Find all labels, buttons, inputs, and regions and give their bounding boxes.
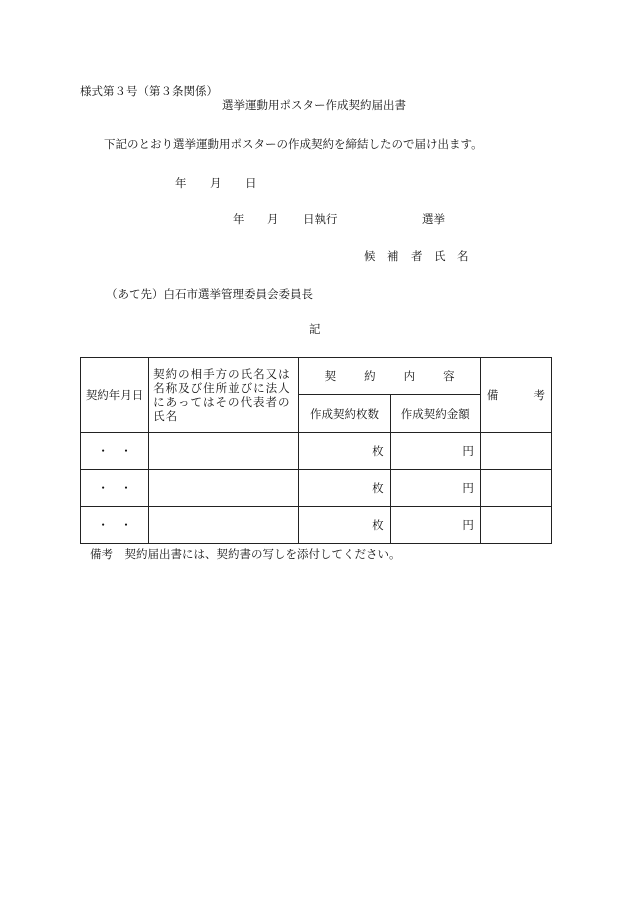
header-content-char-2: 約 (364, 369, 376, 383)
row-date: ・ ・ (81, 470, 149, 507)
header-content-char-4: 容 (443, 369, 455, 383)
row-party (149, 433, 299, 470)
date-month: 月 (210, 176, 222, 190)
header-contract-date: 契約年月日 (81, 358, 149, 433)
candidate-char-5: 名 (457, 249, 469, 263)
header-remarks-char-1: 備 (486, 388, 499, 402)
statement: 下記のとおり選挙運動用ポスターの作成契約を締結したので届け出ます。 (104, 137, 483, 151)
header-contract-party (149, 358, 299, 433)
header-remarks (480, 358, 551, 433)
row-count: 枚 (299, 433, 390, 470)
election-year: 年 (233, 212, 245, 226)
date-year: 年 (175, 176, 187, 190)
election-day: 日執行 (303, 212, 338, 226)
ki-label: 記 (309, 322, 321, 336)
row-date: ・ ・ (81, 507, 149, 544)
row-count: 枚 (299, 507, 390, 544)
header-contract-content (299, 358, 480, 395)
date-day: 日 (245, 176, 257, 190)
table-row (81, 433, 552, 470)
header-content-char-1: 契 (324, 369, 337, 383)
row-party (149, 507, 299, 544)
header-contract-count: 作成契約枚数 (299, 395, 390, 433)
form-number: 様式第３号（第３条関係） (80, 84, 218, 98)
row-remarks (480, 433, 551, 470)
row-party (149, 470, 299, 507)
election-label: 選挙 (422, 212, 445, 226)
row-amount: 円 (390, 470, 480, 507)
header-party-line-1: 契約の相手方の氏名又は (153, 367, 291, 381)
header-party-line-3: にあってはその代表者の (153, 395, 291, 409)
table-row (81, 507, 552, 544)
header-party-line-4: 氏名 (153, 409, 179, 423)
page-title: 選挙運動用ポスター作成契約届出書 (222, 98, 406, 112)
footer-note: 備考 契約届出書には、契約書の写しを添付してください。 (90, 547, 401, 561)
row-amount: 円 (390, 433, 480, 470)
row-remarks (480, 470, 551, 507)
table-row (81, 470, 552, 507)
addressee: （あて先）白石市選挙管理委員会委員長 (106, 287, 313, 301)
candidate-char-3: 者 (411, 249, 423, 263)
row-date: ・ ・ (81, 433, 149, 470)
election-month: 月 (267, 212, 279, 226)
row-count: 枚 (299, 470, 390, 507)
contract-table (80, 357, 552, 544)
candidate-char-1: 候 (364, 249, 376, 263)
header-content-char-3: 内 (403, 369, 416, 383)
candidate-char-2: 補 (387, 249, 399, 263)
row-remarks (480, 507, 551, 544)
header-party-line-2: 名称及び住所並びに法人 (153, 381, 291, 395)
header-contract-amount: 作成契約金額 (390, 395, 480, 433)
row-amount: 円 (390, 507, 480, 544)
header-remarks-char-2: 考 (533, 388, 545, 402)
candidate-char-4: 氏 (434, 249, 446, 263)
